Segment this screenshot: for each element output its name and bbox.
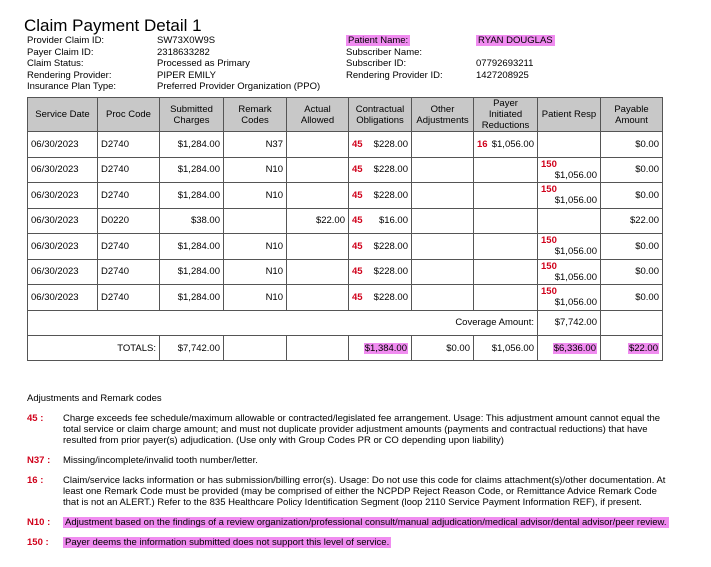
proc-code: D2740 — [98, 285, 160, 311]
subscriber-name-label: Subscriber Name: — [346, 46, 423, 58]
code-item — [27, 455, 672, 466]
code-description: Claim/service lacks information or has submission/billing error(s). Usage: Do not use this code for claims attachment(s)/other documentation. At least one Remark Code must be provided (may be comprised of either the NCPDP Reject Reason Code, or Remittance Advice Remark Code that is not an ALERT.) Refer to the 835 Healthcare Policy Identification Segment (loop 2110 Service Payment Information REF), if present. — [63, 475, 666, 508]
contractual-obligations-group-code: 45 — [352, 215, 363, 227]
col-payable-amount: Payable Amount — [601, 98, 663, 132]
table-row — [28, 183, 663, 209]
payable-amount: $0.00 — [601, 234, 663, 260]
submitted-charges: $1,284.00 — [160, 234, 224, 260]
payable-amount: $22.00 — [601, 208, 663, 234]
patient-resp-group-code: 150 — [541, 286, 557, 298]
payable-amount: $0.00 — [601, 132, 663, 158]
actual-allowed — [287, 157, 349, 183]
actual-allowed — [287, 259, 349, 285]
other-adjustments — [412, 208, 474, 234]
code-key: 45 : — [27, 413, 44, 424]
proc-code: D2740 — [98, 183, 160, 209]
table-row — [28, 132, 663, 158]
col-payer-initiated-reductions: Payer Initiated Reductions — [474, 98, 538, 132]
payer-initiated-reductions — [474, 157, 538, 183]
rendering-provider-value: PIPER EMILY — [157, 69, 216, 81]
total-contractual: $1,384.00 — [364, 342, 407, 354]
patient-resp-amount: $1,056.00 — [554, 297, 597, 309]
patient-info-labels — [346, 35, 443, 81]
table-row — [28, 208, 663, 234]
payer-initiated-reductions — [474, 208, 538, 234]
code-item — [27, 537, 672, 548]
contractual-obligations — [349, 259, 412, 285]
other-adjustments — [412, 157, 474, 183]
provider-claim-id-label: Provider Claim ID: — [27, 35, 105, 46]
payer-initiated-reductions — [474, 285, 538, 311]
patient-resp-amount: $1,056.00 — [554, 271, 597, 283]
other-adjustments — [412, 259, 474, 285]
contractual-obligations-amount: $228.00 — [373, 266, 408, 278]
contractual-obligations-amount: $228.00 — [373, 240, 408, 252]
patient-resp-amount: $1,056.00 — [554, 246, 597, 258]
totals-label: TOTALS: — [28, 336, 160, 361]
total-submitted: $7,742.00 — [160, 336, 224, 361]
actual-allowed — [287, 183, 349, 209]
col-proc-code: Proc Code — [98, 98, 160, 132]
proc-code: D2740 — [98, 132, 160, 158]
other-adjustments — [412, 183, 474, 209]
payer-claim-id-label: Payer Claim ID: — [27, 46, 94, 58]
contractual-obligations — [349, 234, 412, 260]
patient-resp-group-code: 150 — [541, 235, 557, 247]
actual-allowed — [287, 285, 349, 311]
claim-status-value: Processed as Primary — [157, 58, 250, 69]
claim-detail-table — [27, 97, 663, 361]
other-adjustments — [412, 132, 474, 158]
col-other-adjustments: Other Adjustments — [412, 98, 474, 132]
coverage-label: Coverage Amount: — [28, 310, 538, 336]
adjustments-title: Adjustments and Remark codes — [27, 393, 162, 404]
table-row — [28, 259, 663, 285]
proc-code: D2740 — [98, 234, 160, 260]
contractual-obligations-group-code: 45 — [352, 138, 363, 150]
col-service-date: Service Date — [28, 98, 98, 132]
submitted-charges: $1,284.00 — [160, 157, 224, 183]
rendering-provider-id-label: Rendering Provider ID: — [346, 69, 443, 81]
claim-info-labels — [27, 35, 116, 93]
patient-resp — [538, 285, 601, 311]
contractual-obligations — [349, 157, 412, 183]
payer-initiated-reductions — [474, 183, 538, 209]
payer-initiated-reductions-amount: $1,056.00 — [491, 138, 534, 150]
other-adjustments — [412, 234, 474, 260]
col-remark-codes: Remark Codes — [224, 98, 287, 132]
proc-code: D0220 — [98, 208, 160, 234]
other-adjustments — [412, 285, 474, 311]
patient-resp-group-code: 150 — [541, 158, 557, 170]
contractual-obligations — [349, 208, 412, 234]
patient-resp-amount: $1,056.00 — [554, 195, 597, 207]
col-patient-resp: Patient Resp — [538, 98, 601, 132]
coverage-row — [28, 310, 663, 336]
payer-initiated-reductions — [474, 234, 538, 260]
payable-amount: $0.00 — [601, 285, 663, 311]
col-submitted-charges: Submitted Charges — [160, 98, 224, 132]
code-key: 16 : — [27, 475, 44, 486]
subscriber-id-value: 07792693211 — [476, 58, 534, 69]
code-description: Payer deems the information submitted does not support this level of service. — [65, 537, 390, 548]
code-key: 150 : — [27, 537, 49, 548]
submitted-charges: $1,284.00 — [160, 259, 224, 285]
code-item — [27, 475, 672, 508]
patient-resp — [538, 183, 601, 209]
patient-resp-group-code: 150 — [541, 260, 557, 272]
patient-resp — [538, 157, 601, 183]
patient-resp — [538, 132, 601, 158]
actual-allowed — [287, 234, 349, 260]
contractual-obligations-group-code: 45 — [352, 240, 363, 252]
claim-status-label: Claim Status: — [27, 58, 84, 69]
service-date: 06/30/2023 — [28, 234, 98, 260]
service-date: 06/30/2023 — [28, 132, 98, 158]
table-row — [28, 234, 663, 260]
code-description: Adjustment based on the findings of a review organization/professional consult/manual adjudication/medical advisor/dental advisor/peer review. — [65, 517, 667, 528]
claim-info-values — [157, 35, 320, 93]
patient-name-value: RYAN DOUGLAS — [478, 35, 553, 46]
actual-allowed — [287, 132, 349, 158]
col-contractual-obligations: Contractual Obligations — [349, 98, 412, 132]
code-item — [27, 413, 672, 446]
contractual-obligations-amount: $228.00 — [373, 138, 408, 150]
page-title: Claim Payment Detail 1 — [24, 16, 202, 35]
subscriber-name-value — [476, 47, 555, 59]
payer-initiated-reductions-group-code: 16 — [477, 138, 488, 150]
payable-amount: $0.00 — [601, 157, 663, 183]
actual-allowed: $22.00 — [287, 208, 349, 234]
contractual-obligations-group-code: 45 — [352, 291, 363, 303]
table-row — [28, 285, 663, 311]
totals-row — [28, 336, 663, 361]
code-item — [27, 517, 672, 528]
payer-initiated-reductions — [474, 259, 538, 285]
contractual-obligations-amount: $228.00 — [373, 164, 408, 176]
service-date: 06/30/2023 — [28, 259, 98, 285]
total-payer-reductions: $1,056.00 — [474, 336, 538, 361]
insurance-plan-type-value: Preferred Provider Organization (PPO) — [157, 81, 321, 92]
code-key: N37 : — [27, 455, 51, 466]
submitted-charges: $38.00 — [160, 208, 224, 234]
remark-codes: N10 — [224, 234, 287, 260]
patient-resp-group-code: 150 — [541, 184, 557, 196]
payer-initiated-reductions — [474, 132, 538, 158]
total-other-adjustments: $0.00 — [412, 336, 474, 361]
patient-resp — [538, 208, 601, 234]
submitted-charges: $1,284.00 — [160, 285, 224, 311]
total-patient-resp: $6,336.00 — [553, 342, 596, 354]
submitted-charges: $1,284.00 — [160, 183, 224, 209]
contractual-obligations-amount: $16.00 — [378, 215, 408, 227]
code-key: N10 : — [27, 517, 51, 528]
contractual-obligations-group-code: 45 — [352, 164, 363, 176]
col-actual-allowed: Actual Allowed — [287, 98, 349, 132]
service-date: 06/30/2023 — [28, 208, 98, 234]
contractual-obligations-group-code: 45 — [352, 266, 363, 278]
remark-codes: N37 — [224, 132, 287, 158]
contractual-obligations — [349, 132, 412, 158]
patient-name-label: Patient Name: — [348, 35, 409, 46]
service-date: 06/30/2023 — [28, 157, 98, 183]
remark-codes: N10 — [224, 285, 287, 311]
rendering-provider-id-value: 1427208925 — [476, 69, 529, 81]
contractual-obligations — [349, 285, 412, 311]
insurance-plan-type-label: Insurance Plan Type: — [27, 81, 117, 92]
contractual-obligations-amount: $228.00 — [373, 189, 408, 201]
submitted-charges: $1,284.00 — [160, 132, 224, 158]
patient-resp — [538, 259, 601, 285]
payable-amount: $0.00 — [601, 183, 663, 209]
subscriber-id-label: Subscriber ID: — [346, 58, 407, 69]
proc-code: D2740 — [98, 259, 160, 285]
total-payable: $22.00 — [628, 342, 658, 354]
table-row — [28, 157, 663, 183]
payable-amount: $0.00 — [601, 259, 663, 285]
code-description: Missing/incomplete/invalid tooth number/letter. — [63, 455, 258, 466]
remark-codes: N10 — [224, 183, 287, 209]
provider-claim-id-value: SW73X0W9S — [157, 35, 216, 46]
proc-code: D2740 — [98, 157, 160, 183]
coverage-value: $7,742.00 — [538, 310, 601, 336]
remark-codes — [224, 208, 287, 234]
table-header-row — [28, 98, 663, 132]
service-date: 06/30/2023 — [28, 285, 98, 311]
adjustment-codes-section — [27, 393, 672, 557]
patient-resp — [538, 234, 601, 260]
patient-info-values — [476, 35, 555, 81]
rendering-provider-label: Rendering Provider: — [27, 69, 112, 81]
code-description: Charge exceeds fee schedule/maximum allowable or contracted/legislated fee arrangement. Usage: This adjustment amount cannot equal the total service or claim charge amount; and must not duplicate provider adjustment amounts (payments and contractual reductions) that have resulted from prior payer(s) adjudication. (Use only with Group Codes PR or CO depending upon liability) — [63, 413, 661, 446]
remark-codes: N10 — [224, 259, 287, 285]
contractual-obligations-group-code: 45 — [352, 189, 363, 201]
remark-codes: N10 — [224, 157, 287, 183]
contractual-obligations — [349, 183, 412, 209]
patient-resp-amount: $1,056.00 — [554, 169, 597, 181]
payer-claim-id-value: 2318633282 — [157, 46, 210, 58]
contractual-obligations-amount: $228.00 — [373, 291, 408, 303]
service-date: 06/30/2023 — [28, 183, 98, 209]
